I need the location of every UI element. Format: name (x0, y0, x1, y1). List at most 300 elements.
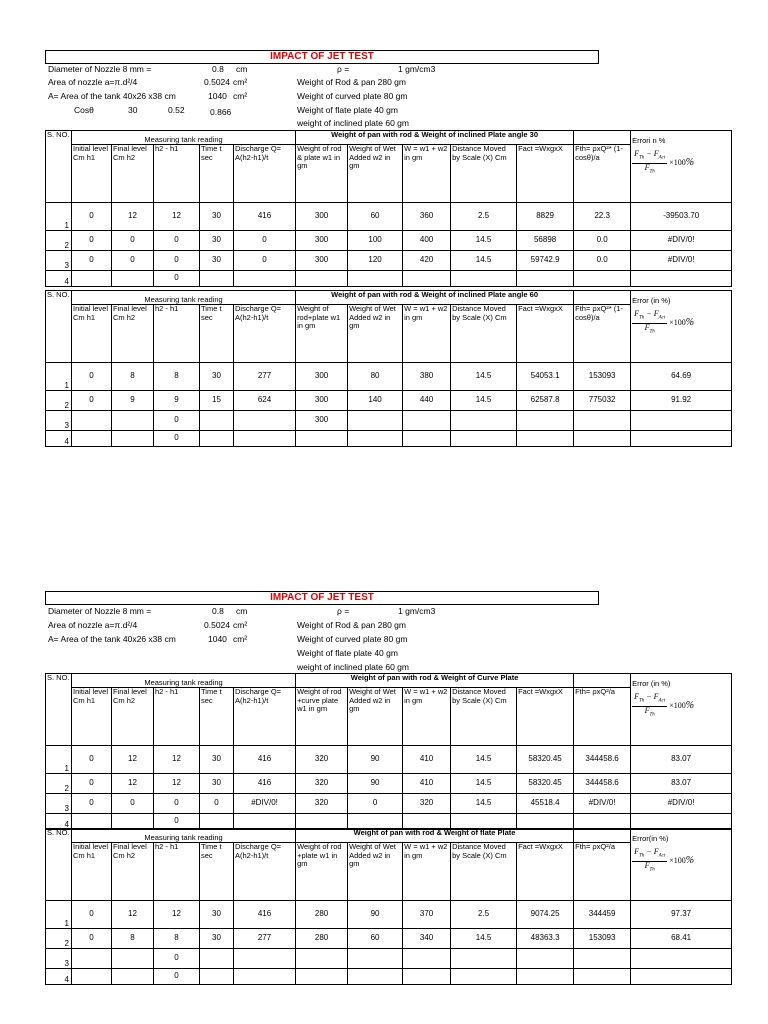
table-cell: 0 (154, 969, 200, 985)
table-cell: 320 (296, 746, 348, 774)
table-cell: 60 (348, 203, 403, 231)
tank-label: A= Area of the tank 40x26 x38 cm (48, 634, 176, 644)
table-cell: 2.5 (451, 901, 517, 929)
row-number: 3 (46, 794, 72, 814)
table-cell: 0 (154, 411, 200, 431)
column-header: Time t sec (200, 688, 234, 746)
table-cell (112, 969, 154, 985)
table-cell: 420 (403, 251, 451, 271)
table-cell: 416 (234, 203, 296, 231)
table-cell: -39503.70 (631, 203, 732, 231)
table-cell (296, 431, 348, 447)
table-cell (72, 949, 112, 969)
table-cell (348, 969, 403, 985)
table-cell: 280 (296, 929, 348, 949)
nozzle-label: Diameter of Nozzle 8 mm = (48, 64, 152, 74)
table-cell (234, 271, 296, 287)
table-cell: 0 (348, 794, 403, 814)
column-header: Weight of rod & plate w1 in gm (296, 145, 348, 203)
header-row-1 (46, 674, 732, 688)
weight-rod: Weight of Rod & pan 280 gm (297, 77, 406, 87)
nozzle-value: 0.8 (212, 606, 224, 616)
error-header (631, 829, 732, 901)
table-cell (403, 271, 451, 287)
table-cell: 83.07 (631, 774, 732, 794)
table-cell: 410 (403, 746, 451, 774)
table-cell: 8829 (517, 203, 574, 231)
table-cell (348, 271, 403, 287)
column-header: Distance Moved by Scale (X) Cm (451, 688, 517, 746)
column-header: Final level Cm h2 (112, 843, 154, 901)
sno-header: S. NO. (46, 829, 72, 901)
column-header: Discharge Q= A(h2-h1)/t (234, 145, 296, 203)
table-cell (451, 271, 517, 287)
column-header: Fth= ρxQ²/a (574, 688, 631, 746)
table-cell: 0 (200, 794, 234, 814)
row-number: 1 (46, 746, 72, 774)
column-header: Distance Moved by Scale (X) Cm (451, 305, 517, 363)
rho-label: ρ = (337, 64, 350, 74)
table-cell (72, 969, 112, 985)
column-header: Fact =WxgxX (517, 305, 574, 363)
area-label: Area of nozzle a=π.d²/4 (48, 620, 138, 630)
table-row (46, 746, 732, 774)
column-header: h2 - h1 (154, 688, 200, 746)
table-cell: 12 (112, 774, 154, 794)
column-header: Weight of Wet Added w2 in gm (348, 145, 403, 203)
column-header: Fth= ρxQ²* (1-cosθ)/a (574, 305, 631, 363)
table-cell: 0 (72, 251, 112, 271)
table-cell: #DIV/0! (234, 794, 296, 814)
table-cell: 14.5 (451, 391, 517, 411)
error-formula: $F_{Th} - F_{Act}$ $F_{Th}$ ×100% (634, 846, 695, 873)
table-cell (296, 949, 348, 969)
table-cell (517, 949, 574, 969)
table-cell: 64.69 (631, 363, 732, 391)
table-cell: 0.0 (574, 251, 631, 271)
table-cell: 370 (403, 901, 451, 929)
table-cell (574, 411, 631, 431)
group-header: Weight of pan with rod & Weight of Curve Plate (296, 674, 574, 688)
table-cell (296, 271, 348, 287)
table-cell: 83.07 (631, 746, 732, 774)
table-cell: #DIV/0! (574, 794, 631, 814)
table-cell: 14.5 (451, 929, 517, 949)
table-row (46, 431, 732, 447)
table-cell: 140 (348, 391, 403, 411)
table-cell: 416 (234, 774, 296, 794)
weight-rod: Weight of Rod & pan 280 gm (297, 620, 406, 630)
table-cell: 12 (154, 746, 200, 774)
table-cell: 68.41 (631, 929, 732, 949)
column-header: Time t sec (200, 145, 234, 203)
column-header: Weight of rod +plate w1 in gm (296, 843, 348, 901)
table-cell: 30 (200, 929, 234, 949)
sheet-title: IMPACT OF JET TEST (45, 50, 599, 64)
row-number: 1 (46, 203, 72, 231)
table-body (46, 674, 732, 830)
results-table (45, 828, 732, 985)
table-cell: 300 (296, 411, 348, 431)
table-cell: 0 (112, 794, 154, 814)
table-cell: 60 (348, 929, 403, 949)
table-row (46, 794, 732, 814)
table-cell: 59742.9 (517, 251, 574, 271)
error-label: Error(in %) (632, 834, 669, 843)
column-header: Discharge Q= A(h2-h1)/t (234, 688, 296, 746)
table-cell (112, 431, 154, 447)
column-header: Time t sec (200, 843, 234, 901)
table-cell: 30 (200, 203, 234, 231)
table-cell: 300 (296, 363, 348, 391)
table-cell: 277 (234, 363, 296, 391)
column-header: W = w1 + w2 in gm (403, 145, 451, 203)
table-cell: 30 (200, 251, 234, 271)
table-cell: 12 (112, 901, 154, 929)
table-cell (517, 431, 574, 447)
column-header: Final level Cm h2 (112, 688, 154, 746)
table-cell: 9 (154, 391, 200, 411)
blank-header (574, 291, 631, 305)
group-header: Weight of pan with rod & Weight of inclined Plate angle 30 (296, 131, 574, 145)
table-cell: 0 (112, 231, 154, 251)
table-cell: 54053.1 (517, 363, 574, 391)
cos-value-1: 0.52 (168, 105, 185, 115)
table-cell: 12 (112, 203, 154, 231)
row-number: 4 (46, 814, 72, 830)
weight-curved: Weight of curved plate 80 gm (297, 91, 408, 101)
table-cell: 30 (200, 231, 234, 251)
table-cell: 360 (403, 203, 451, 231)
tank-value: 1040 (208, 634, 227, 644)
table-cell: 0 (72, 203, 112, 231)
table-cell: 0 (72, 794, 112, 814)
table-row (46, 774, 732, 794)
column-header: Final level Cm h2 (112, 305, 154, 363)
table-cell: 0 (72, 391, 112, 411)
table-row (46, 949, 732, 969)
column-header: h2 - h1 (154, 145, 200, 203)
table-cell: 90 (348, 774, 403, 794)
table-cell: 100 (348, 231, 403, 251)
weight-inclined: weight of inclined plate 60 gm (297, 118, 409, 128)
area-unit: cm² (233, 620, 248, 630)
column-header: Time t sec (200, 305, 234, 363)
sno-header: S. NO. (46, 131, 72, 203)
row-number: 2 (46, 231, 72, 251)
table-cell: 45518.4 (517, 794, 574, 814)
column-header: Fact =WxgxX (517, 688, 574, 746)
table-cell: 12 (154, 901, 200, 929)
area-value: 0.5024 (204, 77, 230, 87)
cos-angle: 30 (128, 105, 138, 115)
error-label: Error (in %) (632, 679, 671, 688)
table-body (46, 131, 732, 287)
table-cell: 624 (234, 391, 296, 411)
table-cell: 0 (234, 231, 296, 251)
header-row-1 (46, 291, 732, 305)
table-cell: 0 (154, 949, 200, 969)
table-cell (574, 949, 631, 969)
group-header: Weight of pan with rod & Weight of flate Plate (296, 829, 574, 843)
sno-header: S. NO. (46, 674, 72, 746)
table-cell (234, 949, 296, 969)
weight-inclined: weight of inclined plate 60 gm (297, 662, 409, 672)
row-number: 1 (46, 901, 72, 929)
table-body (46, 291, 732, 447)
table-cell: 14.5 (451, 794, 517, 814)
table-row (46, 901, 732, 929)
table-cell: 0 (234, 251, 296, 271)
table-cell: 0 (72, 929, 112, 949)
blank-header (574, 131, 631, 145)
measure-header: Measuring tank reading (72, 674, 296, 688)
table-cell: 14.5 (451, 774, 517, 794)
sheet-title: IMPACT OF JET TEST (45, 591, 599, 605)
header-row-2 (46, 145, 732, 203)
table-cell: 90 (348, 746, 403, 774)
table-cell: 91.92 (631, 391, 732, 411)
table-cell: 0 (154, 231, 200, 251)
error-formula: $F_{Th} - F_{Act}$ $F_{Th}$ ×100% (634, 148, 695, 175)
table-row (46, 411, 732, 431)
header-row-1 (46, 131, 732, 145)
nozzle-label: Diameter of Nozzle 8 mm = (48, 606, 152, 616)
table-cell: 15 (200, 391, 234, 411)
table-body (46, 829, 732, 985)
column-header: W = w1 + w2 in gm (403, 305, 451, 363)
table-cell (631, 411, 732, 431)
column-header: Discharge Q= A(h2-h1)/t (234, 305, 296, 363)
table-cell (200, 431, 234, 447)
table-cell (348, 411, 403, 431)
header-row-2 (46, 688, 732, 746)
table-cell: 153093 (574, 929, 631, 949)
table-cell: #DIV/0! (631, 794, 732, 814)
table-cell: 12 (112, 746, 154, 774)
table-cell: 344459 (574, 901, 631, 929)
blank-header (574, 829, 631, 843)
table-cell: 153093 (574, 363, 631, 391)
table-cell (631, 969, 732, 985)
table-cell (403, 431, 451, 447)
table-cell: 48363.3 (517, 929, 574, 949)
table-cell: 344458.6 (574, 774, 631, 794)
measure-header: Measuring tank reading (72, 829, 296, 843)
column-header: Fact =WxgxX (517, 843, 574, 901)
table-cell (451, 969, 517, 985)
column-header: Weight of Wet Added w2 in gm (348, 305, 403, 363)
column-header: Weight of Wet Added w2 in gm (348, 843, 403, 901)
table-cell (631, 431, 732, 447)
table-row (46, 251, 732, 271)
table-cell (296, 969, 348, 985)
table-cell: 0 (72, 363, 112, 391)
table-cell (403, 949, 451, 969)
table-cell: 9074.25 (517, 901, 574, 929)
table-cell: 80 (348, 363, 403, 391)
nozzle-unit: cm (236, 64, 248, 74)
table-cell (574, 431, 631, 447)
tank-label: A= Area of the tank 40x26 x38 cm (48, 91, 176, 101)
table-cell: 58320.45 (517, 774, 574, 794)
table-cell: 380 (403, 363, 451, 391)
table-cell: 300 (296, 251, 348, 271)
table-cell: 8 (154, 929, 200, 949)
table-cell: 320 (296, 794, 348, 814)
table-cell: 8 (112, 363, 154, 391)
table-cell: 120 (348, 251, 403, 271)
table-cell: 0 (154, 271, 200, 287)
column-header: W = w1 + w2 in gm (403, 843, 451, 901)
table-cell (403, 969, 451, 985)
nozzle-unit: cm (236, 606, 248, 616)
table-cell (348, 431, 403, 447)
error-label: Errori n % (632, 136, 666, 145)
area-unit: cm² (233, 77, 248, 87)
table-cell: 8 (112, 929, 154, 949)
table-cell (517, 969, 574, 985)
table-cell (112, 271, 154, 287)
column-header: Initial level Cm h1 (72, 305, 112, 363)
table-cell: 300 (296, 391, 348, 411)
table-cell: 12 (154, 774, 200, 794)
column-header: Distance Moved by Scale (X) Cm (451, 145, 517, 203)
row-number: 4 (46, 271, 72, 287)
table-cell (631, 271, 732, 287)
table-cell: 416 (234, 901, 296, 929)
table-cell: 0 (112, 251, 154, 271)
table-cell: #DIV/0! (631, 251, 732, 271)
column-header: Fth= ρxQ²/a (574, 843, 631, 901)
table-cell: 0 (154, 794, 200, 814)
table-cell (574, 271, 631, 287)
weight-flat: Weight of flate plate 40 gm (297, 648, 398, 658)
table-cell (234, 411, 296, 431)
column-header: Discharge Q= A(h2-h1)/t (234, 843, 296, 901)
table-cell (451, 949, 517, 969)
table-cell: 30 (200, 774, 234, 794)
table-cell (72, 411, 112, 431)
area-value: 0.5024 (204, 620, 230, 630)
column-header: W = w1 + w2 in gm (403, 688, 451, 746)
table-cell: 0 (154, 814, 200, 830)
rho-label: ρ = (337, 606, 350, 616)
table-cell: 14.5 (451, 251, 517, 271)
cos-value-2: 0.866 (210, 107, 232, 117)
table-cell: 440 (403, 391, 451, 411)
table-cell: 56898 (517, 231, 574, 251)
table-cell (517, 411, 574, 431)
table-cell (200, 411, 234, 431)
table-row (46, 271, 732, 287)
table-cell: 30 (200, 901, 234, 929)
weight-curved: Weight of curved plate 80 gm (297, 634, 408, 644)
error-header (631, 674, 732, 746)
sno-header: S. NO. (46, 291, 72, 363)
table-cell (348, 949, 403, 969)
table-cell: 300 (296, 231, 348, 251)
table-cell: 2.5 (451, 203, 517, 231)
table-cell: 0.0 (574, 231, 631, 251)
table-cell (112, 949, 154, 969)
table-row (46, 391, 732, 411)
column-header: Weight of Wet Added w2 in gm (348, 688, 403, 746)
error-header (631, 291, 732, 363)
column-header: Initial level Cm h1 (72, 843, 112, 901)
table-cell: 14.5 (451, 231, 517, 251)
table-cell (403, 411, 451, 431)
error-formula: $F_{Th} - F_{Act}$ $F_{Th}$ ×100% (634, 691, 695, 718)
column-header: Initial level Cm h1 (72, 145, 112, 203)
column-header: Distance Moved by Scale (X) Cm (451, 843, 517, 901)
cos-label: Cosθ (74, 105, 94, 115)
row-number: 3 (46, 411, 72, 431)
row-number: 1 (46, 363, 72, 391)
table-cell: 97.37 (631, 901, 732, 929)
measure-header: Measuring tank reading (72, 131, 296, 145)
row-number: 3 (46, 949, 72, 969)
table-cell (200, 949, 234, 969)
table-row (46, 929, 732, 949)
weight-flat: Weight of flate plate 40 gm (297, 105, 398, 115)
table-cell: 410 (403, 774, 451, 794)
table-cell: 300 (296, 203, 348, 231)
table-cell: 62587.8 (517, 391, 574, 411)
table-cell (200, 969, 234, 985)
table-cell: 30 (200, 746, 234, 774)
table-cell: 0 (72, 774, 112, 794)
table-cell: 320 (296, 774, 348, 794)
rho-value: 1 gm/cm3 (398, 64, 436, 74)
results-table (45, 673, 732, 830)
results-table (45, 130, 732, 287)
table-row (46, 203, 732, 231)
blank-header (574, 674, 631, 688)
column-header: Fact =WxgxX (517, 145, 574, 203)
table-cell: 22.3 (574, 203, 631, 231)
table-cell: 320 (403, 794, 451, 814)
table-cell: 0 (72, 746, 112, 774)
table-cell (451, 411, 517, 431)
group-header: Weight of pan with rod & Weight of inclined Plate angle 60 (296, 291, 574, 305)
results-table (45, 290, 732, 447)
table-cell: 12 (154, 203, 200, 231)
row-number: 2 (46, 929, 72, 949)
table-cell: 9 (112, 391, 154, 411)
table-cell: 90 (348, 901, 403, 929)
area-label: Area of nozzle a=π.d²/4 (48, 77, 138, 87)
row-number: 4 (46, 969, 72, 985)
table-cell: 0 (154, 251, 200, 271)
table-cell: 14.5 (451, 746, 517, 774)
column-header: Weight of rod+plate w1 in gm (296, 305, 348, 363)
rho-value: 1 gm/cm3 (398, 606, 436, 616)
column-header: h2 - h1 (154, 843, 200, 901)
table-cell: 0 (72, 231, 112, 251)
table-cell (451, 431, 517, 447)
table-cell (234, 969, 296, 985)
table-row (46, 969, 732, 985)
tank-unit: cm² (233, 634, 248, 644)
table-cell (200, 271, 234, 287)
column-header: Weight of rod +curve plate w1 in gm (296, 688, 348, 746)
table-row (46, 363, 732, 391)
table-cell: 340 (403, 929, 451, 949)
table-cell: 14.5 (451, 363, 517, 391)
table-cell: 8 (154, 363, 200, 391)
table-cell (631, 949, 732, 969)
